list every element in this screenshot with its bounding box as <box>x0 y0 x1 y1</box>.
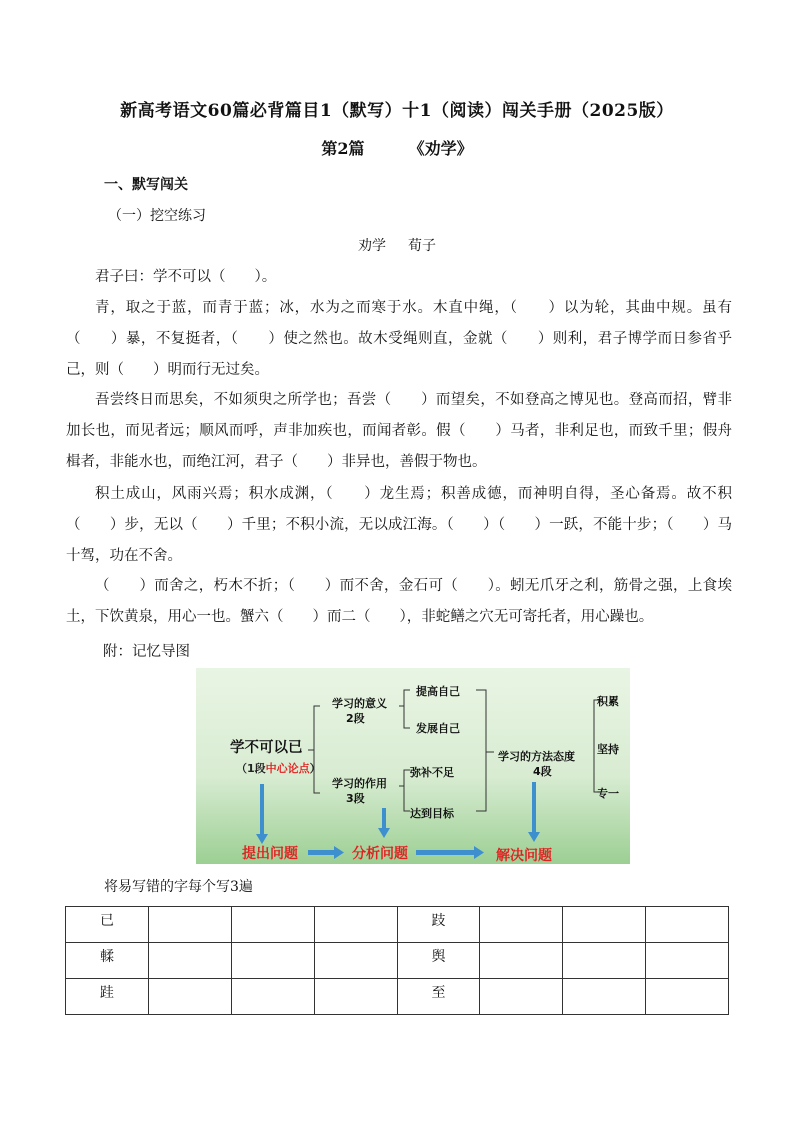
poem-author: 荀子 <box>408 238 436 254</box>
table-cell: 輮 <box>66 943 149 979</box>
table-cell[interactable] <box>646 943 729 979</box>
table-cell[interactable] <box>563 943 646 979</box>
table-cell: 至 <box>397 979 480 1015</box>
section-heading: 一、默写闯关 <box>104 177 188 193</box>
appendix-label: 附：记忆导图 <box>103 644 190 660</box>
table-row <box>66 907 729 943</box>
table-cell[interactable] <box>480 943 563 979</box>
effect-item-2: 达到目标 <box>410 807 454 820</box>
poem-paragraph-4: 积土成山，风雨兴焉；积水成渊，（ ）龙生焉；积善成德，而神明自得，圣心备焉。故不积（ ）步，无以（ ）千里；不积小流，无以成江海。（ ）（ ）一跃，不能十步；（ ）马十驾，功在不舍。 <box>66 486 732 564</box>
central-highlight: 中心论点 <box>265 762 310 775</box>
table-cell[interactable] <box>231 907 314 943</box>
table-cell[interactable] <box>480 979 563 1015</box>
chapter-heading <box>0 136 794 159</box>
table-cell[interactable] <box>646 979 729 1015</box>
table-cell[interactable] <box>314 943 397 979</box>
table-cell[interactable] <box>231 979 314 1015</box>
table-cell[interactable] <box>314 979 397 1015</box>
table-cell[interactable] <box>646 907 729 943</box>
table-cell[interactable] <box>148 979 231 1015</box>
memory-mind-map <box>196 668 630 864</box>
table-cell: 跂 <box>397 907 480 943</box>
poem-paragraph-2: 青，取之于蓝，而青于蓝；冰，水为之而寒于水。木直中绳，（ ）以为轮，其曲中规。虽有（ ）暴，不复挺者，（ ）使之然也。故木受绳则直，金就（ ）则利，君子博学而日参省乎己，则（ ）明而行无过矣。 <box>66 300 732 378</box>
flow-step-3: 解决问题 <box>496 848 552 864</box>
effect-item-1: 弥补不足 <box>410 766 454 779</box>
central-note: （1段中心论点） <box>236 762 321 775</box>
method-item-2: 坚持 <box>597 743 619 756</box>
method-item-1: 积累 <box>597 695 619 708</box>
table-row <box>66 979 729 1015</box>
branch-meaning-title: 学习的意义 <box>332 697 387 710</box>
chapter-number: 第2篇 <box>321 139 365 158</box>
table-cell: 已 <box>66 907 149 943</box>
table-cell[interactable] <box>231 943 314 979</box>
central-thesis: 学不可以已 <box>230 740 303 756</box>
table-cell[interactable] <box>314 907 397 943</box>
flow-step-1: 提出问题 <box>242 846 298 862</box>
branch-effect-title: 学习的作用 <box>332 777 387 790</box>
method-title: 学习的方法态度 <box>498 750 575 763</box>
table-cell[interactable] <box>563 979 646 1015</box>
poem-heading <box>0 235 794 255</box>
meaning-item-2: 发展自己 <box>416 722 460 735</box>
poem-paragraph-1: 君子曰：学不可以（ ）。 <box>95 269 277 285</box>
method-item-3: 专一 <box>597 787 619 800</box>
meaning-item-1: 提高自己 <box>416 685 460 698</box>
table-cell: 舆 <box>397 943 480 979</box>
table-cell[interactable] <box>480 907 563 943</box>
table-cell[interactable] <box>148 907 231 943</box>
table-cell[interactable] <box>148 943 231 979</box>
practice-instruction: 将易写错的字每个写3遍 <box>104 879 253 895</box>
subsection-heading: （一）挖空练习 <box>108 208 206 224</box>
poem-paragraph-3: 吾尝终日而思矣，不如须臾之所学也；吾尝（ ）而望矣，不如登高之博见也。登高而招，臂非加长也，而见者远；顺风而呼，声非加疾也，而闻者彰。假（ ）马者，非利足也，而致千里；假舟楫者，非能水也，而绝江河，君子（ ）非异也，善假于物也。 <box>66 392 732 470</box>
branch-effect-para: 3段 <box>346 792 365 805</box>
branch-meaning-para: 2段 <box>346 712 365 725</box>
flow-step-2: 分析问题 <box>352 846 408 862</box>
document-title: 新高考语文60篇必背篇目1（默写）十1（阅读）闯关手册（2025版） <box>120 101 674 121</box>
method-para: 4段 <box>533 765 552 778</box>
poem-paragraph-5: （ ）而舍之，朽木不折；（ ）而不舍，金石可（ ）。蚓无爪牙之利，筋骨之强，上食埃土，下饮黄泉，用心一也。蟹六（ ）而二（ ），非蛇鳝之穴无可寄托者，用心躁也。 <box>66 578 732 625</box>
table-row <box>66 943 729 979</box>
table-cell[interactable] <box>563 907 646 943</box>
poem-title: 劝学 <box>358 238 386 254</box>
table-cell: 跬 <box>66 979 149 1015</box>
work-title: 《劝学》 <box>408 139 473 158</box>
practice-table <box>65 906 729 1015</box>
